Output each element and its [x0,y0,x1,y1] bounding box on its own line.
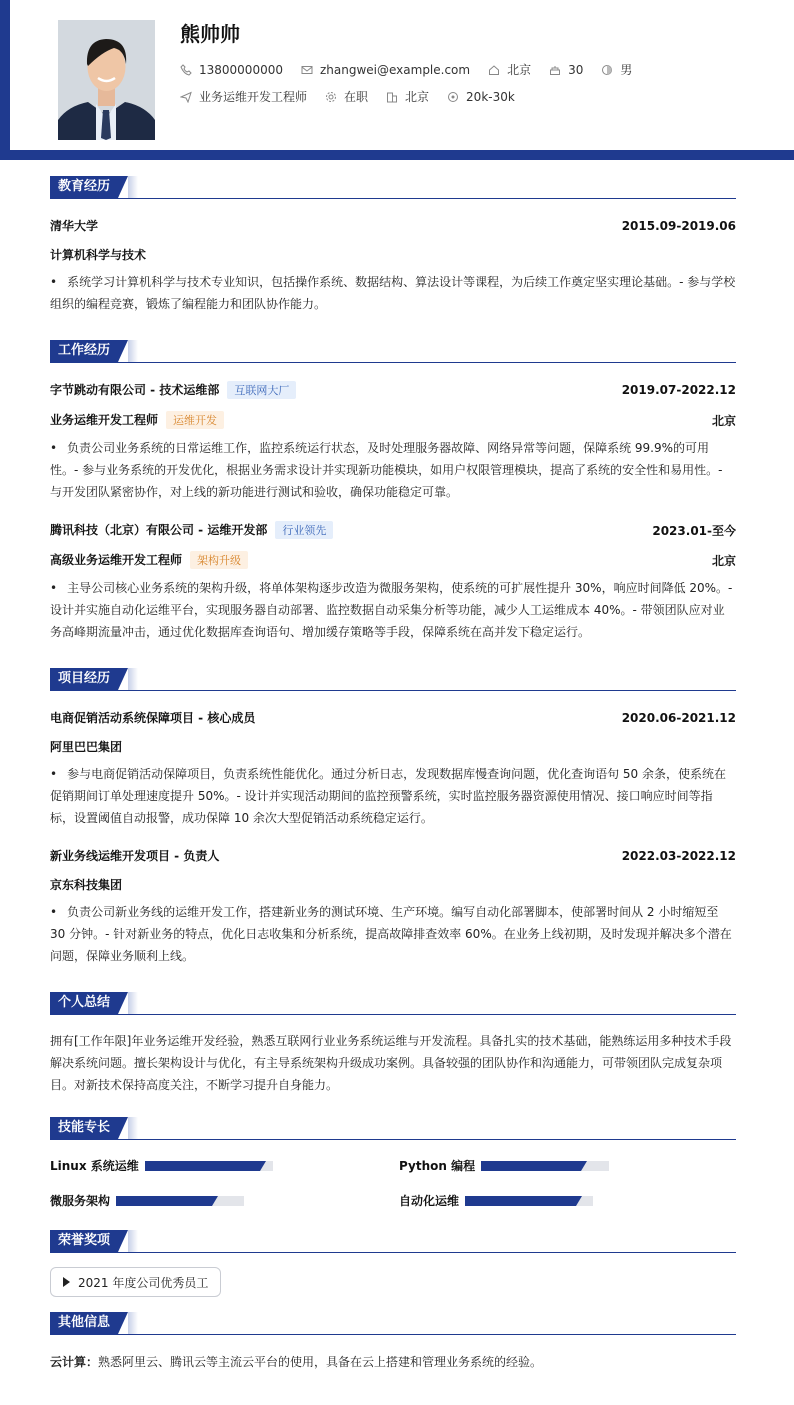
section-summary [50,991,736,1015]
age-item [549,63,583,77]
skill-label: Linux 系统运维 [50,1159,139,1173]
project-name: 新业务线运维开发项目 - 负责人 [50,849,220,863]
skill-bar [465,1196,593,1206]
email-item [301,63,470,77]
skill-label: Python 编程 [399,1159,476,1173]
award-item[interactable] [50,1267,221,1297]
summary-text: 拥有[工作年限]年业务运维开发经验，熟悉互联网行业业务系统运维与开发流程。具备扎实的技术基础，能熟练运用多种技术手段解决系统问题。擅长架构设计与优化，有主导系统架构升级成功案例。具备较强的团队协作和沟通能力，可带领团队完成复杂项目。对新技术保持高度关注，不断学习提升自身能力。 [50,1034,732,1092]
work-desc: • 主导公司核心业务系统的架构升级，将单体架构逐步改造为微服务架构，使系统的可扩展性提升 30%，响应时间降低 20%。- 设计并实施自动化运维平台，实现服务器自动部署、监控数据自动采集分析等功能，减少人工运维成本 40%。- 带领团队应对业务高峰期流量冲击，通过优化数据库查询语句、增加缓存策略等手段，保障系统在高并发下稳定运行。 [50,577,736,643]
project-org-row [50,738,736,755]
candidate-name: 熊帅帅 [180,22,240,46]
section-title: 工作经历 [50,340,118,362]
school-name: 清华大学 [50,219,99,233]
work-city: 北京 [711,553,736,568]
email-text: zhangwei@example.com [319,62,471,77]
company-tag: 互联网大厂 [227,381,296,399]
gender-icon [601,64,613,76]
work-desc: • 负责公司业务系统的日常运维工作，监控系统运行状态，及时处理服务器故障、网络异常等问题，保障系统 99.9%的可用性。- 参与业务系统的开发优化，根据业务需求设计并实现新功能模块，如用户权限管理模块，提高了系统的安全性和易用性。- 与开发团队紧密协作，对上线的新功能进行测试和验收，确保功能稳定可靠。 [50,437,736,503]
project-period: 2020.06-2021.12 [621,710,736,725]
resume-content [50,175,736,1373]
send-icon [180,91,192,103]
work-company-row [50,521,736,539]
salary-item [447,90,515,104]
other-label: 云计算： [50,1355,99,1369]
skill-bar [481,1161,609,1171]
work-role-row [50,551,736,569]
skill-item [50,1192,399,1209]
gender-text: 男 [620,63,633,77]
project-org-row [50,876,736,893]
play-triangle-icon [63,1277,70,1287]
section-other [50,1311,736,1335]
skill-item [50,1157,399,1174]
section-title: 荣誉奖项 [50,1230,118,1252]
home-icon [488,64,500,76]
project-period: 2022.03-2022.12 [621,848,736,863]
project-org: 阿里巴巴集团 [50,740,123,754]
city-text: 北京 [405,90,430,104]
education-desc: • 系统学习计算机科学与技术专业知识，包括操作系统、数据结构、算法设计等课程，为后续工作奠定坚实理论基础。- 参与学校组织的编程竞赛，锻炼了编程能力和团队协作能力。 [50,271,736,315]
section-title: 个人总结 [50,992,118,1014]
company-name: 腾讯科技（北京）有限公司 - 运维开发部 [50,523,268,537]
other-text: 熟悉阿里云、腾讯云等主流云平台的使用，具备在云上搭建和管理业务系统的经验。 [98,1355,543,1369]
profile-photo [58,20,155,140]
company-name: 字节跳动有限公司 - 技术运维部 [50,383,220,397]
role-tag: 架构升级 [190,551,248,569]
work-period: 2019.07-2022.12 [621,383,736,397]
project-org: 京东科技集团 [50,878,123,892]
project-desc: • 负责公司新业务线的运维开发工作，搭建新业务的测试环境、生产环境。编写自动化部署脚本，使部署时间从 2 小时缩短至 30 分钟。- 针对新业务的特点，优化日志收集和分析系统，提高故障排查效率 60%。在业务上线初期，及时发现并解决多个潜在问题，保障业务顺利上线。 [50,901,736,967]
section-title: 其他信息 [50,1312,118,1334]
section-work [50,339,736,363]
skill-bar-fill [116,1196,212,1206]
skill-item [399,1157,736,1174]
avatar [58,20,155,140]
coin-icon [447,91,459,103]
section-title: 项目经历 [50,668,118,690]
skill-bar [116,1196,244,1206]
mail-icon [301,64,313,76]
skills-grid [50,1157,736,1209]
skill-bar-fill [465,1196,576,1206]
project-row [50,709,736,726]
age-text: 30 [568,62,584,77]
cake-icon [549,64,561,76]
section-skills [50,1116,736,1140]
section-title: 技能专长 [50,1117,118,1139]
other-info [50,1351,736,1373]
work-period: 2023.01-至今 [652,523,736,538]
skill-bar-fill [481,1161,581,1171]
role-name: 业务运维开发工程师 [50,413,159,427]
status-item [325,88,368,105]
role-name: 高级业务运维开发工程师 [50,553,183,567]
skill-label: 自动化运维 [399,1194,460,1208]
phone-item [180,63,283,77]
position-item [180,88,307,105]
skill-bar [145,1161,273,1171]
work-city: 北京 [711,413,736,428]
gender-item [601,61,632,78]
company-tag: 行业领先 [275,521,333,539]
job-row [180,88,533,105]
education-period: 2015.09-2019.06 [621,218,736,233]
contact-row [180,61,650,78]
skill-label: 微服务架构 [50,1194,111,1208]
position-text: 业务运维开发工程师 [199,90,308,104]
role-tag: 运维开发 [166,411,224,429]
skill-bar-fill [145,1161,260,1171]
project-name: 电商促销活动系统保障项目 - 核心成员 [50,711,256,725]
education-row [50,217,736,234]
gear-icon [325,91,337,103]
status-text: 在职 [344,90,369,104]
project-row [50,847,736,864]
skill-item [399,1192,736,1209]
work-company-row [50,381,736,399]
major-name: 计算机科学与技术 [50,248,147,262]
phone-text: 13800000000 [199,62,283,77]
section-projects [50,667,736,691]
building-icon [386,91,398,103]
project-desc: • 参与电商促销活动保障项目，负责系统性能优化。通过分析日志，发现数据库慢查询问题，优化查询语句 50 余条，使系统在促销期间订单处理速度提升 50%。- 设计并实现活动期间的监控预警系统，实时监控服务器资源使用情况、接口响应时间等指标，设置阈值自动报警，成功保障 10 余次大型促销活动系统稳定运行。 [50,763,736,829]
phone-icon [180,64,192,76]
section-title: 教育经历 [50,176,118,198]
work-role-row [50,411,736,429]
city-item [386,88,429,105]
award-name: 2021 年度公司优秀员工 [78,1275,209,1290]
location-item [488,61,531,78]
location-text: 北京 [507,63,532,77]
section-education [50,175,736,199]
section-awards [50,1229,736,1253]
major-row [50,246,736,263]
salary-text: 20k-30k [466,89,515,104]
